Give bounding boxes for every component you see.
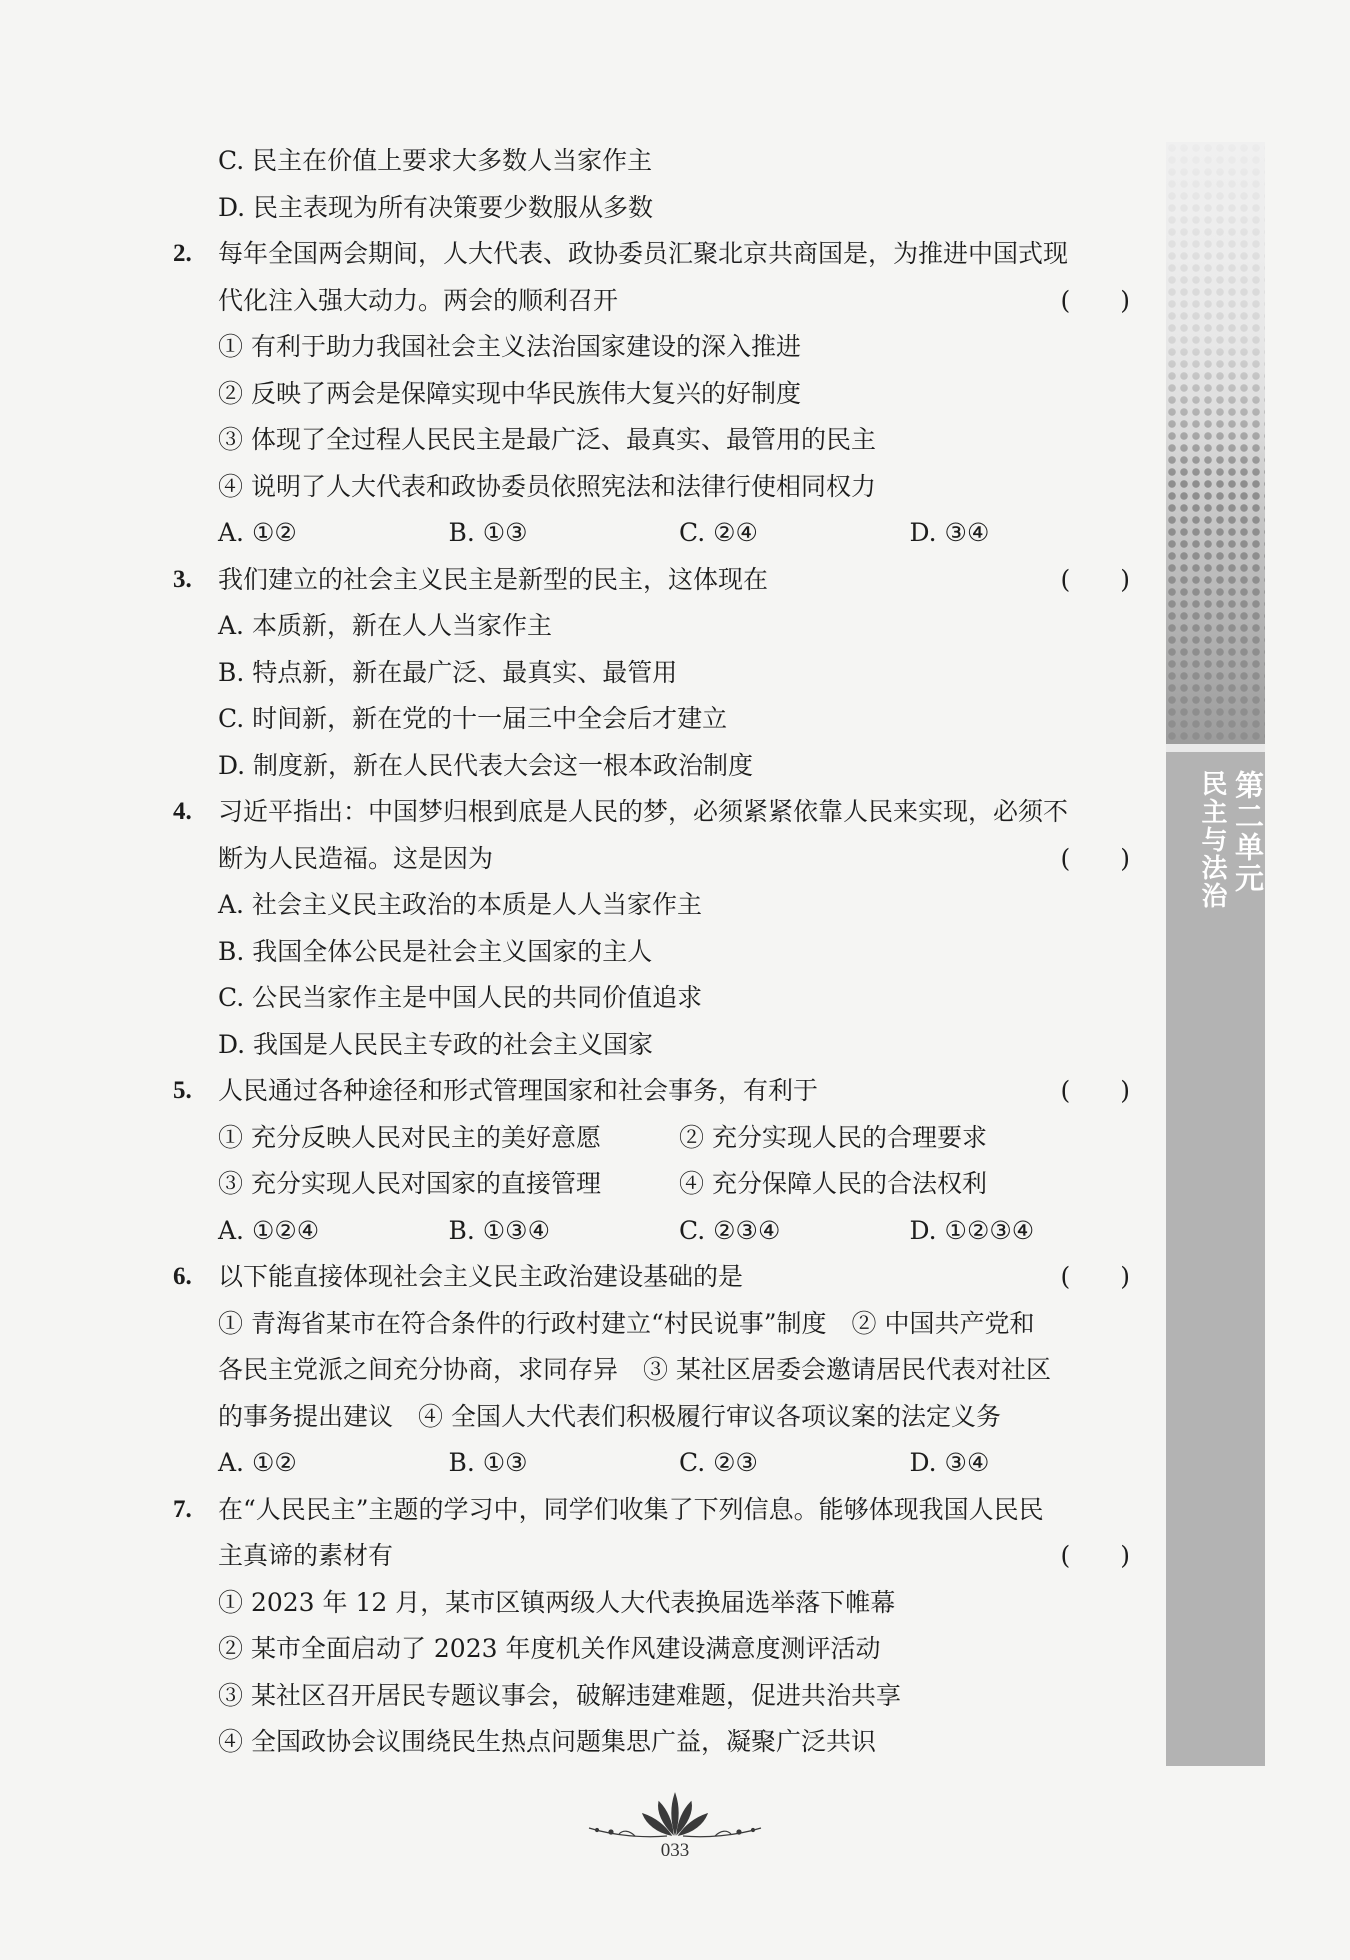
question-stem-continued (180, 836, 1140, 883)
q5-statement-3: ③ 充分实现人民对国家的直接管理 (218, 1169, 601, 1198)
question-stem-continued (180, 1533, 1140, 1580)
question-number: 6. (173, 1263, 192, 1290)
q7-statement-4: ④ 全国政协会议围绕民生热点问题集思广益，凝聚广泛共识 (218, 1727, 876, 1756)
answer-blank[interactable]: ( ) (1060, 1076, 1130, 1105)
question-number: 2. (173, 240, 192, 267)
q4-option-b[interactable]: B. 我国全体公民是社会主义国家的主人 (218, 936, 653, 966)
q3-option-d[interactable]: D. 制度新，新在人民代表大会这一根本政治制度 (218, 750, 754, 780)
q2-statement-2: ② 反映了两会是保障实现中华民族伟大复兴的好制度 (218, 378, 801, 408)
question-stem: 代化注入强大动力。两会的顺利召开 (218, 285, 619, 315)
q2-choices (180, 510, 1140, 557)
page-number: 033 (660, 1840, 690, 1861)
answer-blank[interactable]: ( ) (1060, 1262, 1130, 1291)
question-stem: 以下能直接体现社会主义民主政治建设基础的是 (218, 1262, 744, 1291)
choice-a[interactable]: A. ①② (218, 1448, 297, 1477)
q4-option-a[interactable]: A. 社会主义民主政治的本质是人人当家作主 (218, 890, 702, 919)
unit-title: 第二单元 (1231, 770, 1265, 894)
answer-blank[interactable]: ( ) (1060, 564, 1130, 594)
question-stem: 每年全国两会期间，人大代表、政协委员汇聚北京共商国是，为推进中国式现 (218, 239, 1069, 268)
question-number: 4. (173, 798, 192, 825)
q2-statement-1: ① 有利于助力我国社会主义法治国家建设的深入推进 (218, 332, 801, 361)
q6-statements-line-1: ① 青海省某市在符合条件的行政村建立“村民说事”制度 ② 中国共产党和 (218, 1308, 1035, 1338)
q4-option-c[interactable]: C. 公民当家作主是中国人民的共同价值追求 (218, 983, 703, 1012)
answer-blank[interactable]: ( ) (1060, 285, 1130, 315)
question-number: 5. (173, 1077, 192, 1104)
question-stem: 主真谛的素材有 (218, 1541, 394, 1570)
q2-statement-3: ③ 体现了全过程人民民主是最广泛、最真实、最管用的民主 (218, 425, 876, 454)
sidebar-divider (1166, 744, 1265, 752)
choice-a[interactable]: A. ①②④ (218, 1215, 320, 1245)
choice-c[interactable]: C. ②④ (679, 518, 758, 547)
q7-statement-1: ① 2023 年 12 月，某市区镇两级人大代表换届选举落下帷幕 (218, 1587, 896, 1617)
choice-b[interactable]: B. ①③ (448, 1448, 528, 1477)
answer-blank[interactable]: ( ) (1060, 1541, 1130, 1570)
q5-statement-4: ④ 充分保障人民的合法权利 (679, 1169, 987, 1198)
q6-statements-line-3: 的事务提出建议 ④ 全国人大代表们积极履行审议各项议案的法定义务 (218, 1401, 1001, 1431)
q2-statement-4: ④ 说明了人大代表和政协委员依照宪法和法律行使相同权力 (218, 471, 876, 501)
unit-sidebar (1166, 142, 1265, 1766)
question-stem: 习近平指出：中国梦归根到底是人民的梦，必须紧紧依靠人民来实现，必须不 (218, 797, 1069, 826)
question-number: 7. (173, 1495, 192, 1523)
question-stem: 人民通过各种途径和形式管理国家和社会事务，有利于 (218, 1076, 819, 1105)
q5-statements-row-1 (180, 1115, 1140, 1162)
choice-d[interactable]: D. ①②③④ (909, 1215, 1035, 1245)
q4-option-d[interactable]: D. 我国是人民民主专政的社会主义国家 (218, 1029, 654, 1059)
question-number: 3. (173, 565, 192, 593)
question-5 (173, 1068, 1140, 1115)
q7-statement-2: ② 某市全面启动了 2023 年度机关作风建设满意度测评活动 (218, 1634, 881, 1663)
question-list (173, 138, 1140, 1766)
question-2 (173, 231, 1140, 278)
q6-statements-line-2: 各民主党派之间充分协商，求同存异 ③ 某社区居委会邀请居民代表对社区 (218, 1355, 1051, 1384)
pattern-fade (1166, 142, 1265, 482)
choice-b[interactable]: B. ①③④ (448, 1215, 551, 1245)
choice-c[interactable]: C. ②③ (679, 1448, 758, 1477)
question-stem: 我们建立的社会主义民主是新型的民主，这体现在 (218, 564, 769, 594)
q3-option-b[interactable]: B. 特点新，新在最广泛、最真实、最管用 (218, 657, 678, 687)
q3-option-c[interactable]: C. 时间新，新在党的十一届三中全会后才建立 (218, 704, 728, 733)
question-7 (173, 1487, 1140, 1534)
q7-statement-3: ③ 某社区召开居民专题议事会，破解违建难题，促进共治共享 (218, 1680, 901, 1710)
floral-ornament-icon (575, 1790, 775, 1840)
q5-choices (180, 1208, 1140, 1255)
choice-d[interactable]: D. ③④ (909, 518, 990, 547)
choice-c[interactable]: C. ②③④ (679, 1215, 781, 1245)
question-stem-continued (180, 278, 1140, 325)
q5-statements-row-2 (180, 1161, 1140, 1208)
choice-d[interactable]: D. ③④ (909, 1448, 990, 1477)
choice-b[interactable]: B. ①③ (448, 518, 528, 547)
q1-option-d: D. 民主表现为所有决策要少数服从多数 (218, 192, 654, 222)
answer-blank[interactable]: ( ) (1060, 843, 1130, 873)
q3-option-a[interactable]: A. 本质新，新在人人当家作主 (218, 611, 552, 640)
q5-statement-1: ① 充分反映人民对民主的美好意愿 (218, 1122, 601, 1152)
choice-a[interactable]: A. ①② (218, 518, 297, 547)
unit-subtitle: 民主与法治 (1197, 770, 1227, 910)
question-4 (173, 789, 1140, 836)
question-6 (173, 1254, 1140, 1301)
question-3 (173, 557, 1140, 604)
q6-choices (180, 1440, 1140, 1487)
q5-statement-2: ② 充分实现人民的合理要求 (679, 1122, 987, 1152)
question-stem: 断为人民造福。这是因为 (218, 843, 494, 873)
q1-option-c: C. 民主在价值上要求大多数人当家作主 (218, 146, 653, 175)
question-stem: 在“人民民主”主题的学习中，同学们收集了下列信息。能够体现我国人民民 (218, 1494, 1044, 1524)
